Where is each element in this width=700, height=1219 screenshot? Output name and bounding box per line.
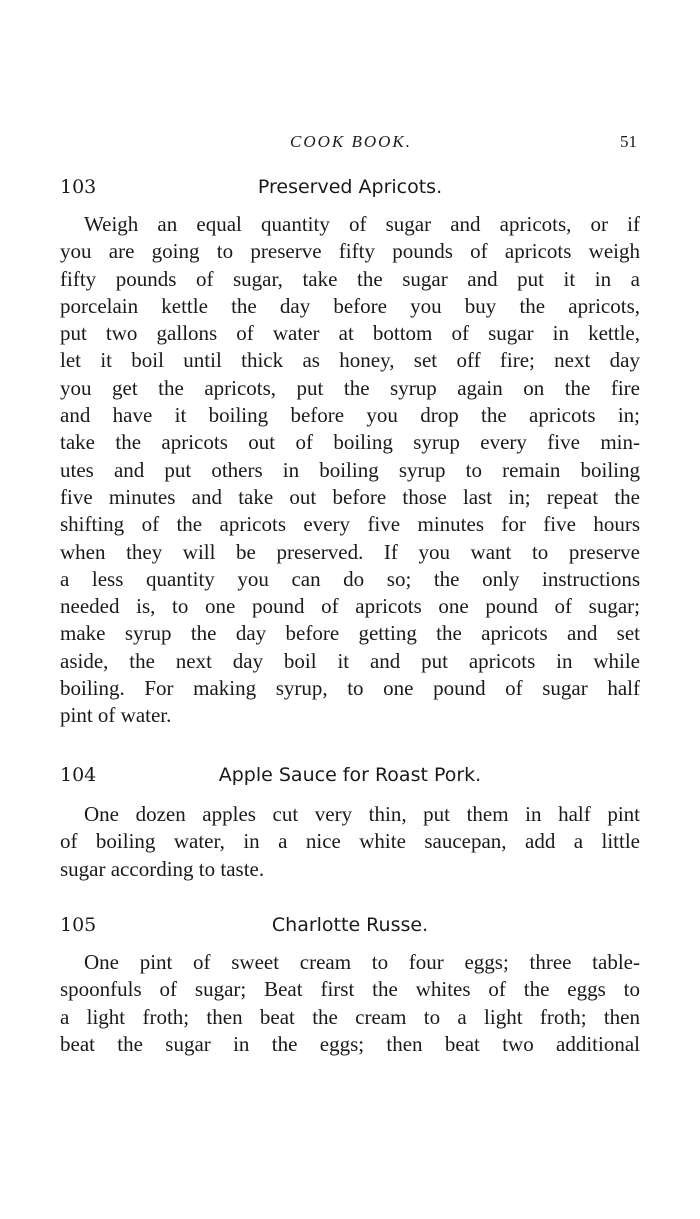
recipe-line: porcelain kettle the day before you buy the apricots, [60, 293, 640, 318]
recipe-line: One dozen apples cut very thin, put them in half pint [84, 802, 640, 826]
page-number: 51 [620, 132, 637, 151]
recipe-line: One pint of sweet cream to four eggs; three table- [84, 950, 640, 974]
recipe-body-103 [60, 211, 640, 730]
recipe-line: you get the apricots, put the syrup again on the fire [60, 375, 640, 400]
recipe-header-104 [60, 764, 640, 792]
recipe-line: five minutes and take out before those last in; repeat the [60, 484, 640, 509]
recipe-line: sugar according to taste. [60, 856, 265, 881]
recipe-title: Apple Sauce for Roast Pork. [218, 764, 482, 786]
recipe-line: Weigh an equal quantity of sugar and apricots, or if [84, 212, 640, 236]
recipe-line: needed is, to one pound of apricots one pound of sugar; [60, 594, 640, 619]
recipe-line: beat the sugar in the eggs; then beat two additional [60, 1031, 640, 1056]
recipe-line: take the apricots out of boiling syrup every five min- [60, 430, 640, 455]
recipe-title: Preserved Apricots. [257, 176, 443, 198]
recipe-body-105 [60, 949, 640, 1058]
running-head [0, 132, 700, 156]
recipe-title: Charlotte Russe. [271, 914, 429, 936]
recipe-line: spoonfuls of sugar; Beat first the whites of the eggs to [60, 977, 640, 1002]
recipe-line: let it boil until thick as honey, set off fire; next day [60, 348, 640, 373]
recipe-line: aside, the next day boil it and put apricots in while [60, 648, 640, 673]
recipe-header-105 [60, 914, 640, 942]
recipe-line: shifting of the apricots every five minutes for five hours [60, 512, 640, 537]
recipe-line: of boiling water, in a nice white saucepan, add a little [60, 829, 640, 854]
recipe-line: boiling. For making syrup, to one pound of sugar half [60, 676, 640, 701]
recipe-line: fifty pounds of sugar, take the sugar and put it in a [60, 266, 640, 291]
recipe-header-103 [60, 176, 640, 204]
recipe-line: make syrup the day before getting the apricots and set [60, 621, 640, 646]
recipe-number: 103 [60, 176, 97, 198]
recipe-line: a less quantity you can do so; the only instructions [60, 566, 640, 591]
recipe-body-104 [60, 801, 640, 883]
recipe-line: utes and put others in boiling syrup to remain boiling [60, 457, 640, 482]
recipe-line: when they will be preserved. If you want to preserve [60, 539, 640, 564]
running-title: COOK BOOK. [290, 132, 413, 151]
recipe-line: put two gallons of water at bottom of sugar in kettle, [60, 321, 640, 346]
recipe-line: you are going to preserve fifty pounds of apricots weigh [60, 239, 640, 264]
recipe-line: pint of water. [60, 703, 172, 728]
recipe-line: a light froth; then beat the cream to a light froth; then [60, 1004, 640, 1029]
recipe-number: 104 [60, 764, 97, 786]
recipe-line: and have it boiling before you drop the apricots in; [60, 403, 640, 428]
recipe-number: 105 [60, 914, 97, 936]
